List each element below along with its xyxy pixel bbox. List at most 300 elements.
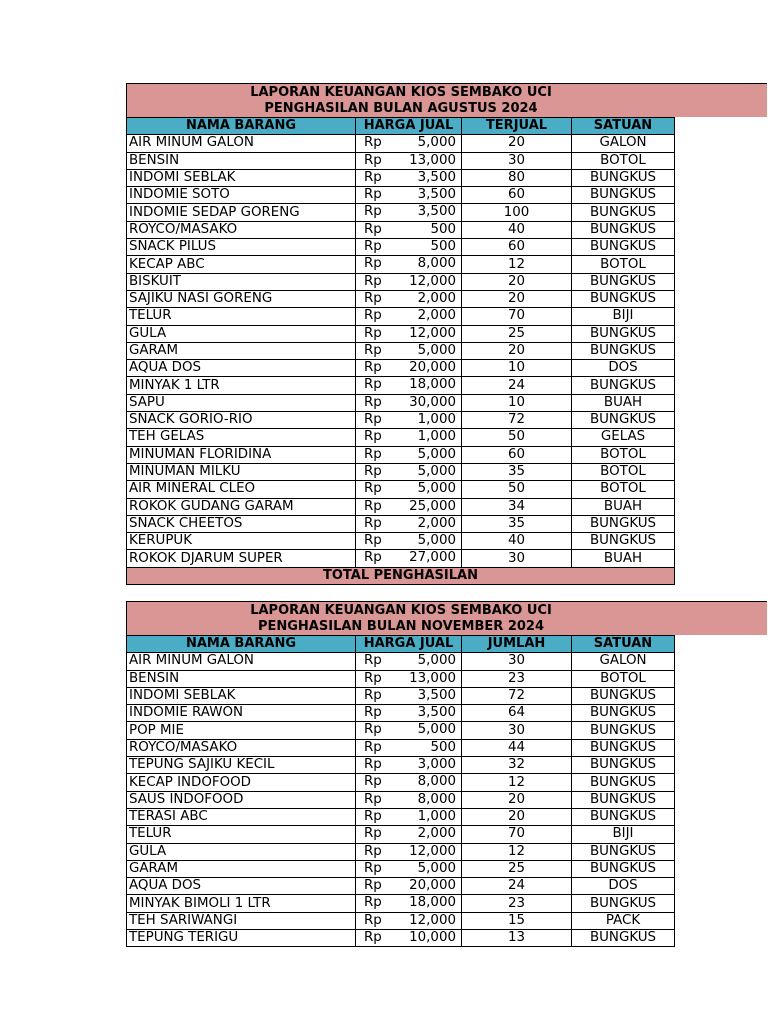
item-unit: BUNGKUS — [572, 412, 675, 429]
table-body — [127, 653, 675, 947]
currency-label: Rp — [364, 687, 382, 703]
currency-label: Rp — [364, 930, 382, 946]
table-row — [127, 705, 675, 722]
item-name: MINUMAN MILKU — [127, 463, 356, 480]
currency-label: Rp — [364, 912, 382, 928]
item-qty: 25 — [462, 860, 572, 877]
table-body — [127, 135, 675, 567]
item-unit: BUNGKUS — [572, 843, 675, 860]
price-amount: 5,000 — [417, 481, 456, 497]
table-row — [127, 290, 675, 307]
item-name: KERUPUK — [127, 533, 356, 550]
table-row — [127, 808, 675, 825]
column-header-unit: SATUAN — [572, 636, 675, 653]
item-qty: 24 — [462, 878, 572, 895]
item-qty: 40 — [462, 533, 572, 550]
item-unit: BUAH — [572, 550, 675, 567]
item-unit: BUNGKUS — [572, 739, 675, 756]
item-name: SNACK GORIO-RIO — [127, 412, 356, 429]
sales-table — [126, 635, 675, 947]
table-row — [127, 722, 675, 739]
sales-table — [126, 117, 675, 585]
item-unit: BIJI — [572, 826, 675, 843]
item-qty: 70 — [462, 826, 572, 843]
currency-label: Rp — [364, 394, 382, 410]
item-qty: 12 — [462, 256, 572, 273]
table-row — [127, 360, 675, 377]
report-august — [126, 83, 674, 585]
item-price — [356, 808, 462, 825]
item-price — [356, 463, 462, 480]
item-unit: BUNGKUS — [572, 342, 675, 359]
item-qty: 60 — [462, 187, 572, 204]
item-name: MINYAK BIMOLI 1 LTR — [127, 895, 356, 912]
price-amount: 500 — [430, 221, 456, 237]
item-unit: BUNGKUS — [572, 290, 675, 307]
table-row — [127, 878, 675, 895]
item-price — [356, 152, 462, 169]
price-amount: 13,000 — [409, 670, 456, 686]
item-name: AQUA DOS — [127, 360, 356, 377]
item-qty: 20 — [462, 135, 572, 152]
item-price — [356, 135, 462, 152]
item-qty: 20 — [462, 273, 572, 290]
item-name: ROKOK DJARUM SUPER — [127, 550, 356, 567]
currency-label: Rp — [364, 826, 382, 842]
item-qty: 44 — [462, 739, 572, 756]
item-price — [356, 221, 462, 238]
item-name: TEH GELAS — [127, 429, 356, 446]
currency-label: Rp — [364, 256, 382, 272]
report-title: LAPORAN KEUANGAN KIOS SEMBAKO UCI — [250, 85, 552, 100]
item-name: BENSIN — [127, 152, 356, 169]
item-name: AQUA DOS — [127, 878, 356, 895]
table-row — [127, 860, 675, 877]
item-name: TELUR — [127, 826, 356, 843]
item-name: ROYCO/MASAKO — [127, 739, 356, 756]
item-name: AIR MINUM GALON — [127, 135, 356, 152]
currency-label: Rp — [364, 239, 382, 255]
price-amount: 8,000 — [417, 256, 456, 272]
table-row — [127, 463, 675, 480]
item-unit: BOTOL — [572, 446, 675, 463]
item-price — [356, 878, 462, 895]
item-price — [356, 290, 462, 307]
currency-label: Rp — [364, 273, 382, 289]
item-qty: 10 — [462, 360, 572, 377]
currency-label: Rp — [364, 342, 382, 358]
price-amount: 30,000 — [409, 394, 456, 410]
currency-label: Rp — [364, 895, 382, 911]
item-qty: 10 — [462, 394, 572, 411]
item-price — [356, 273, 462, 290]
item-qty: 30 — [462, 152, 572, 169]
item-qty: 24 — [462, 377, 572, 394]
table-row — [127, 325, 675, 342]
item-price — [356, 446, 462, 463]
table-row — [127, 377, 675, 394]
price-amount: 8,000 — [417, 774, 456, 790]
item-price — [356, 791, 462, 808]
item-qty: 15 — [462, 912, 572, 929]
currency-label: Rp — [364, 187, 382, 203]
item-qty: 12 — [462, 774, 572, 791]
currency-label: Rp — [364, 446, 382, 462]
price-amount: 20,000 — [409, 878, 456, 894]
item-price — [356, 912, 462, 929]
item-qty: 20 — [462, 791, 572, 808]
price-amount: 2,000 — [417, 290, 456, 306]
table-row — [127, 498, 675, 515]
price-amount: 12,000 — [409, 912, 456, 928]
table-row — [127, 342, 675, 359]
item-unit: BIJI — [572, 308, 675, 325]
item-price — [356, 774, 462, 791]
currency-label: Rp — [364, 722, 382, 738]
item-price — [356, 515, 462, 532]
column-header-unit: SATUAN — [572, 118, 675, 135]
item-name: KECAP ABC — [127, 256, 356, 273]
item-qty: 80 — [462, 169, 572, 186]
item-unit: GALON — [572, 653, 675, 670]
table-row — [127, 653, 675, 670]
item-qty: 13 — [462, 930, 572, 947]
table-row — [127, 533, 675, 550]
table-row — [127, 187, 675, 204]
item-name: POP MIE — [127, 722, 356, 739]
item-unit: BUNGKUS — [572, 895, 675, 912]
item-price — [356, 239, 462, 256]
table-row — [127, 739, 675, 756]
item-unit: BUNGKUS — [572, 791, 675, 808]
currency-label: Rp — [364, 152, 382, 168]
item-name: GARAM — [127, 860, 356, 877]
currency-label: Rp — [364, 481, 382, 497]
item-name: KECAP INDOFOOD — [127, 774, 356, 791]
price-amount: 5,000 — [417, 135, 456, 151]
price-amount: 8,000 — [417, 791, 456, 807]
item-name: INDOMI SEBLAK — [127, 687, 356, 704]
item-unit: BUNGKUS — [572, 187, 675, 204]
item-price — [356, 377, 462, 394]
item-name: SAPU — [127, 394, 356, 411]
currency-label: Rp — [364, 533, 382, 549]
currency-label: Rp — [364, 360, 382, 376]
currency-label: Rp — [364, 774, 382, 790]
table-row — [127, 843, 675, 860]
item-name: MINUMAN FLORIDINA — [127, 446, 356, 463]
item-unit: BUNGKUS — [572, 204, 675, 221]
item-unit: BUNGKUS — [572, 808, 675, 825]
price-amount: 3,500 — [417, 169, 456, 185]
price-amount: 12,000 — [409, 325, 456, 341]
price-amount: 18,000 — [409, 377, 456, 393]
item-qty: 30 — [462, 550, 572, 567]
item-qty: 72 — [462, 412, 572, 429]
item-unit: PACK — [572, 912, 675, 929]
item-name: MINYAK 1 LTR — [127, 377, 356, 394]
currency-label: Rp — [364, 429, 382, 445]
item-qty: 72 — [462, 687, 572, 704]
price-amount: 3,500 — [417, 187, 456, 203]
price-amount: 13,000 — [409, 152, 456, 168]
item-qty: 50 — [462, 481, 572, 498]
price-amount: 12,000 — [409, 273, 456, 289]
item-unit: DOS — [572, 360, 675, 377]
currency-label: Rp — [364, 705, 382, 721]
currency-label: Rp — [364, 739, 382, 755]
price-amount: 2,000 — [417, 826, 456, 842]
table-row — [127, 221, 675, 238]
item-name: ROYCO/MASAKO — [127, 221, 356, 238]
item-unit: BUNGKUS — [572, 515, 675, 532]
price-amount: 500 — [430, 239, 456, 255]
item-qty: 20 — [462, 290, 572, 307]
price-amount: 3,500 — [417, 687, 456, 703]
price-amount: 3,000 — [417, 757, 456, 773]
item-unit: BOTOL — [572, 670, 675, 687]
currency-label: Rp — [364, 550, 382, 566]
item-name: GULA — [127, 325, 356, 342]
item-price — [356, 826, 462, 843]
item-name: SNACK PILUS — [127, 239, 356, 256]
table-row — [127, 446, 675, 463]
table-row — [127, 169, 675, 186]
item-unit: BUNGKUS — [572, 930, 675, 947]
item-name: TELUR — [127, 308, 356, 325]
item-name: SAUS INDOFOOD — [127, 791, 356, 808]
table-row — [127, 429, 675, 446]
item-price — [356, 204, 462, 221]
item-price — [356, 187, 462, 204]
price-amount: 5,000 — [417, 533, 456, 549]
price-amount: 2,000 — [417, 308, 456, 324]
currency-label: Rp — [364, 498, 382, 514]
currency-label: Rp — [364, 860, 382, 876]
price-amount: 5,000 — [417, 446, 456, 462]
table-row — [127, 774, 675, 791]
item-name: SAJIKU NASI GORENG — [127, 290, 356, 307]
item-price — [356, 481, 462, 498]
currency-label: Rp — [364, 290, 382, 306]
item-price — [356, 653, 462, 670]
item-unit: BOTOL — [572, 481, 675, 498]
currency-label: Rp — [364, 412, 382, 428]
item-name: INDOMIE SOTO — [127, 187, 356, 204]
table-row — [127, 826, 675, 843]
price-amount: 3,500 — [417, 204, 456, 220]
currency-label: Rp — [364, 325, 382, 341]
item-name: INDOMI SEBLAK — [127, 169, 356, 186]
total-label: TOTAL PENGHASILAN — [127, 567, 675, 584]
price-amount: 12,000 — [409, 843, 456, 859]
item-price — [356, 550, 462, 567]
price-amount: 27,000 — [409, 550, 456, 566]
price-amount: 3,500 — [417, 705, 456, 721]
item-price — [356, 930, 462, 947]
currency-label: Rp — [364, 670, 382, 686]
item-unit: BUNGKUS — [572, 722, 675, 739]
price-amount: 5,000 — [417, 722, 456, 738]
table-row — [127, 135, 675, 152]
report-title-band — [126, 83, 767, 117]
item-price — [356, 394, 462, 411]
currency-label: Rp — [364, 204, 382, 220]
table-row — [127, 308, 675, 325]
currency-label: Rp — [364, 791, 382, 807]
table-row — [127, 256, 675, 273]
item-price — [356, 670, 462, 687]
item-unit: BUNGKUS — [572, 239, 675, 256]
currency-label: Rp — [364, 221, 382, 237]
table-row — [127, 687, 675, 704]
item-price — [356, 308, 462, 325]
item-qty: 23 — [462, 670, 572, 687]
price-amount: 5,000 — [417, 860, 456, 876]
item-name: TERASI ABC — [127, 808, 356, 825]
item-qty: 35 — [462, 463, 572, 480]
item-name: AIR MINERAL CLEO — [127, 481, 356, 498]
item-qty: 35 — [462, 515, 572, 532]
item-name: TEPUNG SAJIKU KECIL — [127, 757, 356, 774]
item-qty: 60 — [462, 446, 572, 463]
item-name: SNACK CHEETOS — [127, 515, 356, 532]
item-name: BENSIN — [127, 670, 356, 687]
item-unit: BUNGKUS — [572, 687, 675, 704]
currency-label: Rp — [364, 377, 382, 393]
item-price — [356, 722, 462, 739]
column-header-qty: TERJUAL — [462, 118, 572, 135]
table-row — [127, 757, 675, 774]
item-unit: GELAS — [572, 429, 675, 446]
currency-label: Rp — [364, 843, 382, 859]
report-title-band — [126, 601, 767, 635]
item-price — [356, 757, 462, 774]
table-row — [127, 481, 675, 498]
report-november — [126, 601, 674, 947]
item-qty: 32 — [462, 757, 572, 774]
price-amount: 5,000 — [417, 463, 456, 479]
price-amount: 1,000 — [417, 412, 456, 428]
table-header-row — [127, 118, 675, 135]
item-name: BISKUIT — [127, 273, 356, 290]
item-price — [356, 498, 462, 515]
item-unit: BOTOL — [572, 463, 675, 480]
report-subtitle: PENGHASILAN BULAN NOVEMBER 2024 — [257, 619, 545, 634]
item-price — [356, 843, 462, 860]
currency-label: Rp — [364, 515, 382, 531]
item-qty: 12 — [462, 843, 572, 860]
price-amount: 500 — [430, 739, 456, 755]
item-name: GULA — [127, 843, 356, 860]
item-unit: BUNGKUS — [572, 325, 675, 342]
item-unit: BOTOL — [572, 152, 675, 169]
price-amount: 25,000 — [409, 498, 456, 514]
currency-label: Rp — [364, 808, 382, 824]
table-row — [127, 550, 675, 567]
item-unit: GALON — [572, 135, 675, 152]
item-qty: 30 — [462, 653, 572, 670]
table-row — [127, 239, 675, 256]
item-unit: BUNGKUS — [572, 533, 675, 550]
item-price — [356, 739, 462, 756]
table-row — [127, 412, 675, 429]
price-amount: 2,000 — [417, 515, 456, 531]
item-qty: 30 — [462, 722, 572, 739]
item-unit: BUNGKUS — [572, 169, 675, 186]
report-subtitle: PENGHASILAN BULAN AGUSTUS 2024 — [264, 101, 538, 116]
price-amount: 5,000 — [417, 342, 456, 358]
table-row — [127, 394, 675, 411]
item-qty: 34 — [462, 498, 572, 515]
price-amount: 1,000 — [417, 429, 456, 445]
item-name: TEH SARIWANGI — [127, 912, 356, 929]
table-row — [127, 515, 675, 532]
item-price — [356, 342, 462, 359]
item-price — [356, 169, 462, 186]
item-qty: 50 — [462, 429, 572, 446]
item-qty: 20 — [462, 342, 572, 359]
price-amount: 10,000 — [409, 930, 456, 946]
total-row — [127, 567, 675, 584]
price-amount: 18,000 — [409, 895, 456, 911]
column-header-name: NAMA BARANG — [127, 636, 356, 653]
item-unit: DOS — [572, 878, 675, 895]
table-row — [127, 204, 675, 221]
item-name: GARAM — [127, 342, 356, 359]
currency-label: Rp — [364, 135, 382, 151]
item-price — [356, 687, 462, 704]
currency-label: Rp — [364, 878, 382, 894]
item-unit: BUNGKUS — [572, 860, 675, 877]
item-price — [356, 860, 462, 877]
item-unit: BUNGKUS — [572, 377, 675, 394]
item-unit: BUNGKUS — [572, 705, 675, 722]
item-unit: BUAH — [572, 498, 675, 515]
item-qty: 40 — [462, 221, 572, 238]
price-amount: 1,000 — [417, 808, 456, 824]
item-name: AIR MINUM GALON — [127, 653, 356, 670]
item-unit: BUNGKUS — [572, 757, 675, 774]
table-row — [127, 895, 675, 912]
item-unit: BUNGKUS — [572, 273, 675, 290]
item-price — [356, 360, 462, 377]
table-header-row — [127, 636, 675, 653]
price-amount: 20,000 — [409, 360, 456, 376]
currency-label: Rp — [364, 757, 382, 773]
item-qty: 60 — [462, 239, 572, 256]
column-header-price: HARGA JUAL — [356, 636, 462, 653]
item-price — [356, 895, 462, 912]
table-row — [127, 670, 675, 687]
item-qty: 23 — [462, 895, 572, 912]
currency-label: Rp — [364, 169, 382, 185]
table-row — [127, 152, 675, 169]
table-row — [127, 273, 675, 290]
item-name: INDOMIE SEDAP GORENG — [127, 204, 356, 221]
item-qty: 20 — [462, 808, 572, 825]
item-price — [356, 705, 462, 722]
item-unit: BUAH — [572, 394, 675, 411]
item-name: INDOMIE RAWON — [127, 705, 356, 722]
column-header-name: NAMA BARANG — [127, 118, 356, 135]
currency-label: Rp — [364, 653, 382, 669]
report-title: LAPORAN KEUANGAN KIOS SEMBAKO UCI — [250, 603, 552, 618]
table-row — [127, 930, 675, 947]
item-price — [356, 256, 462, 273]
price-amount: 5,000 — [417, 653, 456, 669]
item-name: TEPUNG TERIGU — [127, 930, 356, 947]
